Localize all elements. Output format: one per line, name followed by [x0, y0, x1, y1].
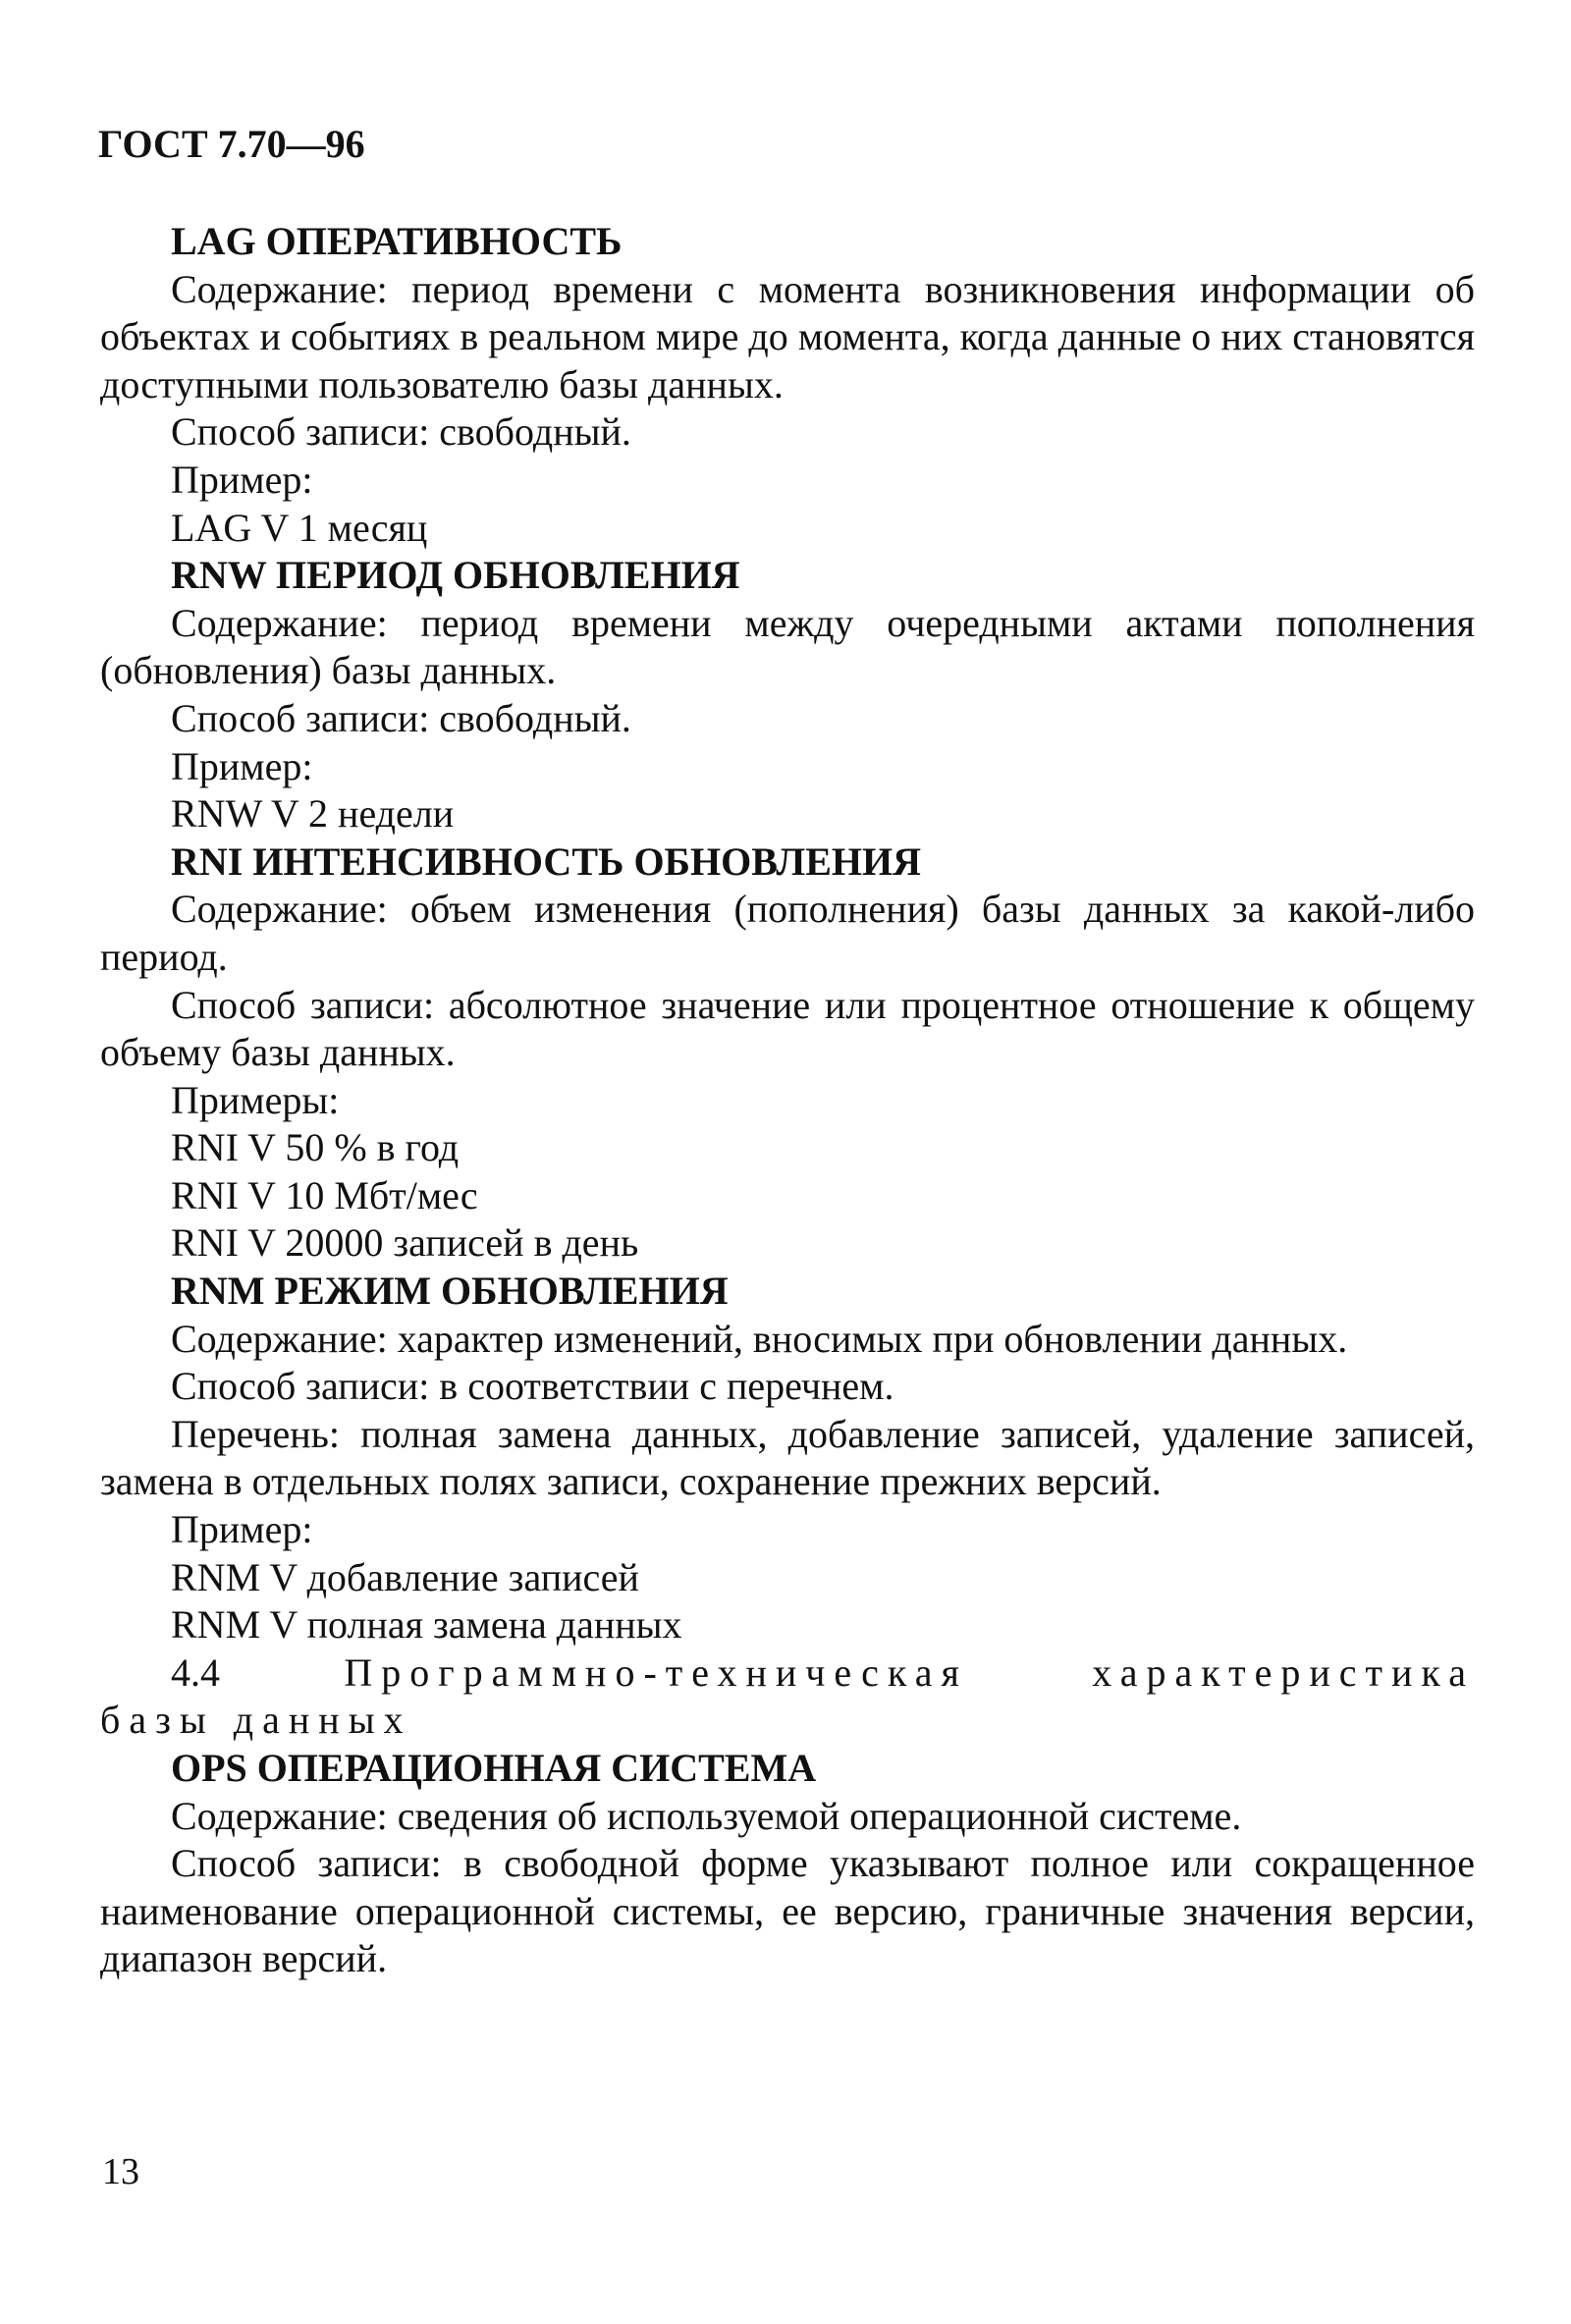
section-example-rni: RNI V 10 Мбт/мес: [171, 1172, 478, 1217]
subsection-title-continued: базы данных: [100, 1698, 412, 1743]
subsection-title-part2: характеристика: [1092, 1649, 1475, 1695]
section-example-label-rnm: Пример:: [171, 1507, 313, 1552]
page-number: 13: [102, 2151, 139, 2192]
section-method-lag: Способ записи: свободный.: [171, 409, 631, 455]
section-example-rnm: RNM V полная замена данных: [171, 1602, 682, 1648]
section-example-label-rni: Примеры:: [171, 1077, 340, 1122]
section-heading-ops: OPS ОПЕРАЦИОННАЯ СИСТЕМА: [171, 1746, 817, 1790]
section-list-rnm: Перечень: полная замена данных, добавление записей, удаление записей, замена в отдельных полях записи, сохранение прежних версий.: [100, 1411, 1475, 1504]
section-method-rnw: Способ записи: свободный.: [171, 695, 631, 740]
subsection-title: [100, 1649, 1475, 1698]
section-content-rnm: Содержание: характер изменений, вносимых при обновлении данных.: [171, 1316, 1348, 1361]
section-example-rni: RNI V 50 % в год: [171, 1125, 460, 1170]
section-example-label-rnw: Пример:: [171, 743, 313, 788]
document-header: ГОСТ 7.70—96: [98, 122, 365, 166]
subsection-number: 4.4: [171, 1649, 220, 1695]
section-example-label-lag: Пример:: [171, 457, 313, 502]
section-method-rnm: Способ записи: в соответствии с перечнем.: [171, 1364, 894, 1409]
section-heading-rni: RNI ИНТЕНСИВНОСТЬ ОБНОВЛЕНИЯ: [171, 838, 921, 884]
document-body: [100, 218, 1475, 1983]
section-content-rni: Содержание: объем изменения (пополнения) базы данных за какой-либо период.: [100, 887, 1475, 979]
section-content-lag: Содержание: период времени с момента возникновения информации об объектах и событиях в реальном мире до момента, когда данные о них становятся доступными пользователю базы данных.: [100, 266, 1475, 406]
section-heading-rnm: RNM РЕЖИМ ОБНОВЛЕНИЯ: [171, 1269, 729, 1314]
section-example-rnw: RNW V 2 недели: [171, 791, 455, 837]
section-method-ops: Способ записи: в свободной форме указывают полное или сокращенное наименование операционной системы, ее версию, граничные значения версии, диапазон версий.: [100, 1841, 1475, 1981]
section-content-ops: Содержание: сведения об используемой операционной системе.: [171, 1793, 1242, 1838]
section-heading-rnw: RNW ПЕРИОД ОБНОВЛЕНИЯ: [171, 553, 740, 598]
section-example-rnm: RNM V добавление записей: [171, 1554, 639, 1599]
section-heading-lag: LAG ОПЕРАТИВНОСТЬ: [171, 219, 623, 263]
subsection-title-part1: Программно-техническая: [344, 1649, 968, 1695]
section-example-rni: RNI V 20000 записей в день: [171, 1220, 639, 1266]
section-content-rnw: Содержание: период времени между очередными актами пополнения (обновления) базы данных.: [100, 600, 1475, 693]
section-method-rni: Способ записи: абсолютное значение или процентное отношение к общему объему базы данных.: [100, 982, 1475, 1075]
section-example-lag: LAG V 1 месяц: [171, 505, 428, 550]
